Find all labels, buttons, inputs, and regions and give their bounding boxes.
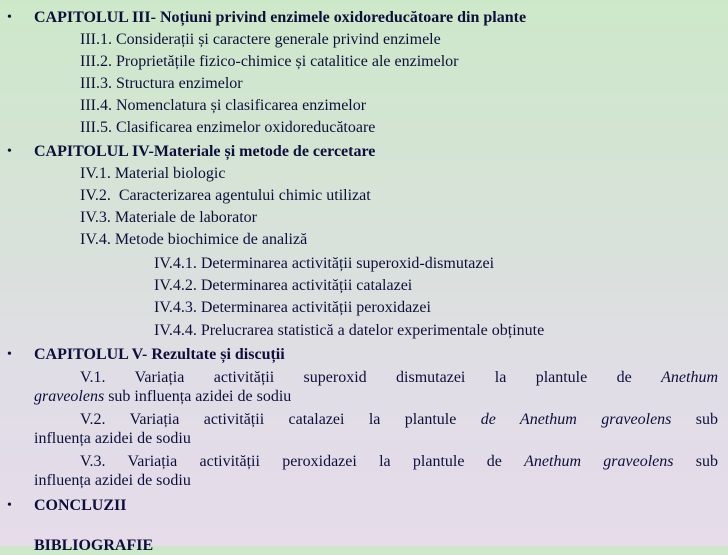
ch5-p1-text: V.1. Variația activității superoxid dismutazei la plantule de: [80, 369, 632, 386]
ch3-item-1: III.1. Considerații și caractere generale privind enzimele: [80, 31, 441, 48]
ch5-p1-species-cont: graveolens: [34, 388, 105, 405]
bibliography-title: BIBLIOGRAFIE: [34, 537, 154, 554]
ch5-paragraph-1: [34, 368, 718, 406]
ch5-p1-text-cont: sub influența azidei de sodiu: [108, 388, 292, 405]
ch5-p2-text-end: sub: [695, 411, 719, 428]
ch4-item-1: IV.1. Material biologic: [80, 165, 226, 182]
ch5-p3-text-cont: influența azidei de sodiu: [34, 472, 191, 489]
bullet: •: [7, 10, 12, 25]
ch5-p2-text-cont: influența azidei de sodiu: [34, 430, 191, 447]
bullet: •: [7, 144, 12, 159]
ch3-item-4: III.4. Nomenclatura și clasificarea enzimelor: [80, 97, 367, 114]
ch4-item-2: IV.2. Caracterizarea agentului chimic utilizat: [80, 187, 371, 204]
ch5-p2-species: de Anethum graveolens: [480, 411, 672, 428]
ch4-subitem-1: IV.4.1. Determinarea activității superoxid-dismutazei: [154, 255, 495, 272]
conclusions-title: CONCLUZII: [34, 497, 127, 514]
ch3-item-2: III.2. Proprietățile fizico-chimice și catalitice ale enzimelor: [80, 53, 459, 70]
ch5-p1-species: Anethum: [661, 369, 719, 386]
chapter-4-title: CAPITOLUL IV-Materiale și metode de cercetare: [34, 143, 376, 160]
ch4-item-4: IV.4. Metode biochimice de analiză: [80, 231, 308, 248]
ch3-item-5: III.5. Clasificarea enzimelor oxidoreducătoare: [80, 119, 376, 136]
ch4-subitem-3: IV.4.3. Determinarea activității peroxidazei: [154, 299, 431, 316]
ch4-subitem-4: IV.4.4. Prelucrarea statistică a datelor experimentale obținute: [154, 322, 545, 339]
ch4-subitem-2: IV.4.2. Determinarea activității catalazei: [154, 277, 413, 294]
ch5-paragraph-2: [34, 410, 718, 448]
bullet: •: [7, 498, 12, 513]
ch5-p3-species: Anethum graveolens: [524, 453, 674, 470]
ch5-p3-text: V.3. Variația activității peroxidazei la plantule de: [80, 453, 502, 470]
chapter-3-title: CAPITOLUL III- Noțiuni privind enzimele oxidoreducătoare din plante: [34, 9, 527, 26]
chapter-5-title: CAPITOLUL V- Rezultate și discuții: [34, 346, 285, 363]
ch5-p3-text-end: sub: [695, 453, 719, 470]
ch3-item-3: III.3. Structura enzimelor: [80, 75, 243, 92]
ch5-paragraph-3: [34, 452, 718, 490]
ch4-item-3: IV.3. Materiale de laborator: [80, 209, 257, 226]
bullet: •: [7, 347, 12, 362]
ch5-p2-text: V.2. Variația activității catalazei la plantule: [80, 411, 457, 428]
